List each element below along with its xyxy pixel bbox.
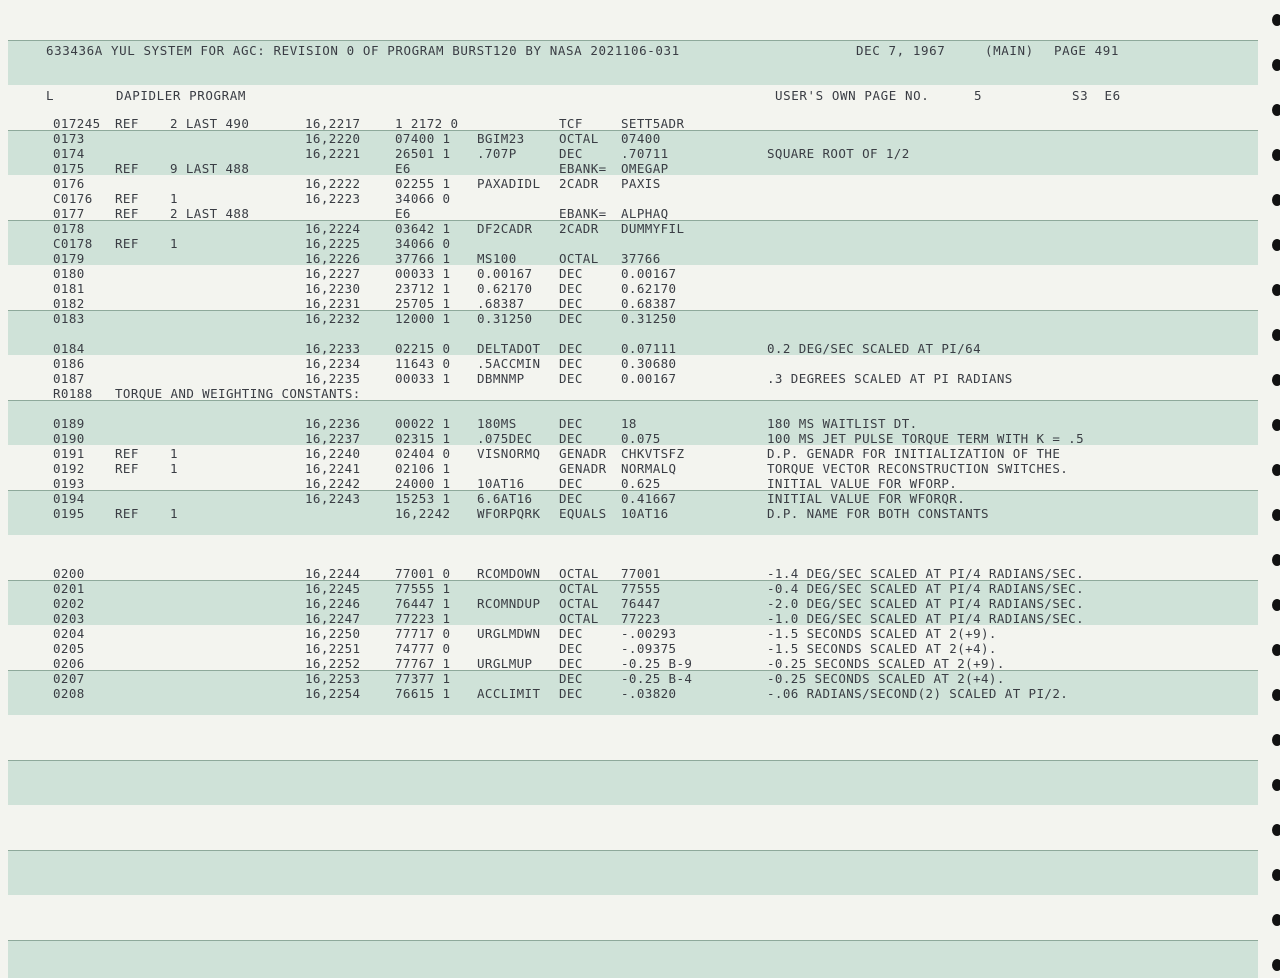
line-seq: 0174 — [53, 146, 85, 161]
listing-code: S3 E6 — [1072, 88, 1121, 103]
line-label: 180MS — [477, 416, 517, 431]
line-operand: 0.31250 — [621, 311, 677, 326]
line-seq: 0205 — [53, 641, 85, 656]
line-operand: -0.25 B-9 — [621, 656, 693, 671]
listing-line — [0, 476, 1260, 491]
line-operand: -.09375 — [621, 641, 677, 656]
line-label: 0.62170 — [477, 281, 533, 296]
listing-line — [0, 191, 1260, 206]
line-octal-word: 77767 1 — [395, 656, 451, 671]
tractor-hole — [1272, 59, 1280, 71]
line-location: 16,2224 — [305, 221, 361, 236]
line-label: RCOMNDUP — [477, 596, 541, 611]
line-operand: 0.62170 — [621, 281, 677, 296]
tractor-hole — [1272, 149, 1280, 161]
paper-band — [8, 850, 1258, 895]
line-comment: INITIAL VALUE FOR WFORQR. — [767, 491, 966, 506]
line-opcode: DEC — [559, 671, 583, 686]
line-location: 16,2242 — [305, 476, 361, 491]
line-octal-word: 02106 1 — [395, 461, 451, 476]
line-location: 16,2247 — [305, 611, 361, 626]
line-opcode: DEC — [559, 476, 583, 491]
line-operand: 0.00167 — [621, 371, 677, 386]
listing-line — [0, 266, 1260, 281]
line-opcode: DEC — [559, 491, 583, 506]
listing-date: DEC 7, 1967 — [856, 43, 946, 58]
line-location: 16,2233 — [305, 341, 361, 356]
listing-line — [0, 596, 1260, 611]
line-seq: 0184 — [53, 341, 85, 356]
line-octal-word: 37766 1 — [395, 251, 451, 266]
line-seq: 0200 — [53, 566, 85, 581]
listing-line — [0, 686, 1260, 701]
paper-band — [8, 760, 1258, 805]
listing-line — [0, 176, 1260, 191]
line-label: .68387 — [477, 296, 525, 311]
tractor-hole — [1272, 329, 1280, 341]
line-label: WFORPQRK — [477, 506, 541, 521]
line-comment: D.P. NAME FOR BOTH CONSTANTS — [767, 506, 989, 521]
line-label: .5ACCMIN — [477, 356, 541, 371]
line-location: 16,2231 — [305, 296, 361, 311]
line-label: URGLMUP — [477, 656, 533, 671]
line-seq: 0191 — [53, 446, 85, 461]
line-comment: -0.25 SECONDS SCALED AT 2(+4). — [767, 671, 1005, 686]
listing-line — [0, 251, 1260, 266]
line-octal-word: 77377 1 — [395, 671, 451, 686]
line-octal-word: E6 — [395, 161, 411, 176]
line-operand: 0.30680 — [621, 356, 677, 371]
line-octal-word: 07400 1 — [395, 131, 451, 146]
line-label: VISNORMQ — [477, 446, 541, 461]
line-location: 16,2226 — [305, 251, 361, 266]
line-location: 16,2230 — [305, 281, 361, 296]
listing-line — [0, 491, 1260, 506]
line-octal-word: 77001 0 — [395, 566, 451, 581]
line-octal-word: 16,2242 — [395, 506, 451, 521]
line-operand: 77223 — [621, 611, 661, 626]
line-ref-note: 1 — [170, 236, 178, 251]
listing-line — [0, 221, 1260, 236]
line-ref: REF — [115, 506, 139, 521]
line-location: 16,2225 — [305, 236, 361, 251]
line-location: 16,2220 — [305, 131, 361, 146]
line-location: 16,2250 — [305, 626, 361, 641]
line-operand: 0.00167 — [621, 266, 677, 281]
line-label: 0.31250 — [477, 311, 533, 326]
line-opcode: OCTAL — [559, 611, 599, 626]
line-octal-word: 77717 0 — [395, 626, 451, 641]
listing-line — [0, 581, 1260, 596]
line-operand: 0.075 — [621, 431, 661, 446]
line-octal-word: 24000 1 — [395, 476, 451, 491]
line-octal-word: 02255 1 — [395, 176, 451, 191]
listing-line — [0, 206, 1260, 221]
listing-line — [0, 656, 1260, 671]
paper-band — [8, 940, 1258, 978]
line-seq: 0189 — [53, 416, 85, 431]
line-ref: REF — [115, 116, 139, 131]
listing-line — [0, 671, 1260, 686]
line-operand: 10AT16 — [621, 506, 669, 521]
line-label: ACCLIMIT — [477, 686, 541, 701]
tractor-hole — [1272, 464, 1280, 476]
line-octal-word: 00022 1 — [395, 416, 451, 431]
line-seq: 0176 — [53, 176, 85, 191]
listing-mark: L — [46, 88, 55, 103]
line-octal-word: 34066 0 — [395, 191, 451, 206]
line-comment: D.P. GENADR FOR INITIALIZATION OF THE — [767, 446, 1061, 461]
line-opcode: OCTAL — [559, 596, 599, 611]
line-comment: -1.5 SECONDS SCALED AT 2(+4). — [767, 641, 997, 656]
line-opcode: EBANK= — [559, 161, 607, 176]
line-opcode: EQUALS — [559, 506, 607, 521]
line-comment: -.06 RADIANS/SECOND(2) SCALED AT PI/2. — [767, 686, 1069, 701]
line-opcode: EBANK= — [559, 206, 607, 221]
line-ref: REF — [115, 461, 139, 476]
line-operand: OMEGAP — [621, 161, 669, 176]
line-octal-word: 74777 0 — [395, 641, 451, 656]
line-ref: REF — [115, 236, 139, 251]
line-seq: 0192 — [53, 461, 85, 476]
line-octal-word: 77223 1 — [395, 611, 451, 626]
line-location: 16,2252 — [305, 656, 361, 671]
line-opcode: OCTAL — [559, 251, 599, 266]
line-comment: TORQUE VECTOR RECONSTRUCTION SWITCHES. — [767, 461, 1069, 476]
line-opcode: DEC — [559, 371, 583, 386]
line-octal-word: 23712 1 — [395, 281, 451, 296]
tractor-hole — [1272, 824, 1280, 836]
line-operand: DUMMYFIL — [621, 221, 685, 236]
line-label: RCOMDOWN — [477, 566, 541, 581]
line-seq: 0201 — [53, 581, 85, 596]
line-operand: 07400 — [621, 131, 661, 146]
line-location: 16,2243 — [305, 491, 361, 506]
line-ref-note: 1 — [170, 191, 178, 206]
line-comment: 180 MS WAITLIST DT. — [767, 416, 918, 431]
line-opcode: DEC — [559, 656, 583, 671]
line-seq: 0202 — [53, 596, 85, 611]
listing-section: (MAIN) — [985, 43, 1034, 58]
tractor-hole — [1272, 554, 1280, 566]
line-octal-word: 02404 0 — [395, 446, 451, 461]
line-seq: R0188 — [53, 386, 93, 401]
tractor-hole — [1272, 419, 1280, 431]
line-seq: 0177 — [53, 206, 85, 221]
line-opcode: TCF — [559, 116, 583, 131]
line-octal-word: 34066 0 — [395, 236, 451, 251]
line-label: PAXADIDL — [477, 176, 541, 191]
line-seq: 0208 — [53, 686, 85, 701]
line-opcode: DEC — [559, 686, 583, 701]
line-location: 16,2234 — [305, 356, 361, 371]
line-opcode: OCTAL — [559, 581, 599, 596]
line-label: .707P — [477, 146, 517, 161]
listing-line — [0, 461, 1260, 476]
line-location: 16,2240 — [305, 446, 361, 461]
line-location: 16,2217 — [305, 116, 361, 131]
line-opcode: DEC — [559, 641, 583, 656]
line-seq: 0207 — [53, 671, 85, 686]
line-location: 16,2227 — [305, 266, 361, 281]
listing-line — [0, 281, 1260, 296]
tractor-hole — [1272, 959, 1280, 971]
line-octal-word: 02315 1 — [395, 431, 451, 446]
line-label: .075DEC — [477, 431, 533, 446]
line-operand: CHKVTSFZ — [621, 446, 685, 461]
tractor-hole — [1272, 14, 1280, 26]
line-seq: 0182 — [53, 296, 85, 311]
line-label: URGLMDWN — [477, 626, 541, 641]
line-operand: 0.68387 — [621, 296, 677, 311]
line-label: MS100 — [477, 251, 517, 266]
line-location: 16,2232 — [305, 311, 361, 326]
line-comment: INITIAL VALUE FOR WFORP. — [767, 476, 958, 491]
line-seq: 0194 — [53, 491, 85, 506]
listing-line — [0, 416, 1260, 431]
line-seq: 017245 — [53, 116, 101, 131]
listing-line — [0, 131, 1260, 146]
line-seq: 0193 — [53, 476, 85, 491]
tractor-hole — [1272, 779, 1280, 791]
line-comment: .3 DEGREES SCALED AT PI RADIANS — [767, 371, 1013, 386]
tractor-hole — [1272, 644, 1280, 656]
line-opcode: GENADR — [559, 461, 607, 476]
tractor-hole — [1272, 869, 1280, 881]
line-operand: 0.41667 — [621, 491, 677, 506]
line-ref-note: 1 — [170, 446, 178, 461]
line-location: 16,2237 — [305, 431, 361, 446]
line-location: 16,2221 — [305, 146, 361, 161]
line-comment: 100 MS JET PULSE TORQUE TERM WITH K = .5 — [767, 431, 1085, 446]
line-octal-word: 1 2172 0 — [395, 116, 459, 131]
line-operand: SETT5ADR — [621, 116, 685, 131]
line-opcode: DEC — [559, 146, 583, 161]
line-ref: REF — [115, 446, 139, 461]
tractor-hole — [1272, 239, 1280, 251]
line-seq: 0187 — [53, 371, 85, 386]
line-location: 16,2235 — [305, 371, 361, 386]
tractor-hole — [1272, 104, 1280, 116]
line-ref-note: 2 LAST 490 — [170, 116, 250, 131]
line-seq: 0206 — [53, 656, 85, 671]
line-location: 16,2253 — [305, 671, 361, 686]
line-seq: 0183 — [53, 311, 85, 326]
listing-line — [0, 116, 1260, 131]
line-location: 16,2222 — [305, 176, 361, 191]
line-octal-word: 11643 0 — [395, 356, 451, 371]
line-location: 16,2246 — [305, 596, 361, 611]
line-opcode: DEC — [559, 341, 583, 356]
line-label: DF2CADR — [477, 221, 533, 236]
line-seq: 0173 — [53, 131, 85, 146]
line-comment: -1.0 DEG/SEC SCALED AT PI/4 RADIANS/SEC. — [767, 611, 1085, 626]
listing-line — [0, 506, 1260, 521]
line-opcode: DEC — [559, 431, 583, 446]
line-ref: TORQUE AND WEIGHTING CONSTANTS: — [115, 386, 361, 401]
line-comment: -0.25 SECONDS SCALED AT 2(+9). — [767, 656, 1005, 671]
line-operand: 76447 — [621, 596, 661, 611]
line-octal-word: 12000 1 — [395, 311, 451, 326]
line-opcode: DEC — [559, 281, 583, 296]
line-octal-word: 00033 1 — [395, 266, 451, 281]
line-operand: PAXIS — [621, 176, 661, 191]
line-seq: 0181 — [53, 281, 85, 296]
line-seq: 0203 — [53, 611, 85, 626]
tractor-hole — [1272, 599, 1280, 611]
line-operand: NORMALQ — [621, 461, 677, 476]
line-operand: 37766 — [621, 251, 661, 266]
listing-line — [0, 236, 1260, 251]
line-opcode: 2CADR — [559, 221, 599, 236]
line-label: BGIM23 — [477, 131, 525, 146]
line-operand: 0.625 — [621, 476, 661, 491]
line-operand: 77555 — [621, 581, 661, 596]
line-octal-word: E6 — [395, 206, 411, 221]
line-operand: 0.07111 — [621, 341, 677, 356]
line-operand: -0.25 B-4 — [621, 671, 693, 686]
line-operand: ALPHAQ — [621, 206, 669, 221]
line-comment: -2.0 DEG/SEC SCALED AT PI/4 RADIANS/SEC. — [767, 596, 1085, 611]
line-ref-note: 2 LAST 488 — [170, 206, 250, 221]
line-seq: 0190 — [53, 431, 85, 446]
listing-line — [0, 566, 1260, 581]
line-opcode: DEC — [559, 626, 583, 641]
line-octal-word: 00033 1 — [395, 371, 451, 386]
line-octal-word: 26501 1 — [395, 146, 451, 161]
tractor-hole — [1272, 734, 1280, 746]
line-location: 16,2254 — [305, 686, 361, 701]
line-seq: 0175 — [53, 161, 85, 176]
line-opcode: DEC — [559, 311, 583, 326]
line-seq: 0180 — [53, 266, 85, 281]
line-operand: -.03820 — [621, 686, 677, 701]
line-label: DBMNMP — [477, 371, 525, 386]
line-label: 10AT16 — [477, 476, 525, 491]
line-location: 16,2251 — [305, 641, 361, 656]
line-seq: 0179 — [53, 251, 85, 266]
tractor-hole — [1272, 689, 1280, 701]
line-opcode: OCTAL — [559, 131, 599, 146]
line-octal-word: 77555 1 — [395, 581, 451, 596]
tractor-hole — [1272, 194, 1280, 206]
line-operand: .70711 — [621, 146, 669, 161]
listing-line — [0, 371, 1260, 386]
line-octal-word: 02215 0 — [395, 341, 451, 356]
listing-line — [0, 611, 1260, 626]
line-octal-word: 76447 1 — [395, 596, 451, 611]
tractor-hole — [1272, 284, 1280, 296]
program-name: DAPIDLER PROGRAM — [116, 88, 247, 103]
line-ref-note: 9 LAST 488 — [170, 161, 250, 176]
line-seq: C0178 — [53, 236, 93, 251]
line-location: 16,2223 — [305, 191, 361, 206]
line-label: 0.00167 — [477, 266, 533, 281]
line-octal-word: 03642 1 — [395, 221, 451, 236]
line-operand: 77001 — [621, 566, 661, 581]
line-comment: SQUARE ROOT OF 1/2 — [767, 146, 910, 161]
tractor-hole — [1272, 509, 1280, 521]
listing-line — [0, 446, 1260, 461]
line-seq: 0178 — [53, 221, 85, 236]
listing-line — [0, 146, 1260, 161]
listing-line — [0, 431, 1260, 446]
line-operand: 18 — [621, 416, 637, 431]
user-page-label: USER'S OWN PAGE NO. — [775, 88, 930, 103]
line-label: DELTADOT — [477, 341, 541, 356]
line-operand: -.00293 — [621, 626, 677, 641]
line-comment: -1.4 DEG/SEC SCALED AT PI/4 RADIANS/SEC. — [767, 566, 1085, 581]
listing-title: 633436A YUL SYSTEM FOR AGC: REVISION 0 OF PROGRAM BURST120 BY NASA 2021106-031 — [46, 43, 680, 58]
line-location: 16,2244 — [305, 566, 361, 581]
line-ref: REF — [115, 206, 139, 221]
line-ref: REF — [115, 191, 139, 206]
line-label: 6.6AT16 — [477, 491, 533, 506]
user-page-number: 5 — [974, 88, 983, 103]
line-location: 16,2245 — [305, 581, 361, 596]
line-location: 16,2236 — [305, 416, 361, 431]
line-opcode: DEC — [559, 356, 583, 371]
line-ref: REF — [115, 161, 139, 176]
listing-line — [0, 296, 1260, 311]
line-seq: 0186 — [53, 356, 85, 371]
line-location: 16,2241 — [305, 461, 361, 476]
listing-line — [0, 386, 1260, 401]
listing-line — [0, 311, 1260, 326]
line-ref-note: 1 — [170, 461, 178, 476]
line-octal-word: 15253 1 — [395, 491, 451, 506]
listing-page: PAGE 491 — [1054, 43, 1120, 58]
line-comment: -0.4 DEG/SEC SCALED AT PI/4 RADIANS/SEC. — [767, 581, 1085, 596]
line-comment: -1.5 SECONDS SCALED AT 2(+9). — [767, 626, 997, 641]
line-opcode: DEC — [559, 266, 583, 281]
line-seq: 0195 — [53, 506, 85, 521]
listing-line — [0, 161, 1260, 176]
line-opcode: 2CADR — [559, 176, 599, 191]
line-opcode: GENADR — [559, 446, 607, 461]
listing-line — [0, 356, 1260, 371]
line-comment: 0.2 DEG/SEC SCALED AT PI/64 — [767, 341, 981, 356]
line-opcode: OCTAL — [559, 566, 599, 581]
listing-line — [0, 626, 1260, 641]
tractor-hole — [1272, 914, 1280, 926]
line-octal-word: 25705 1 — [395, 296, 451, 311]
line-opcode: DEC — [559, 296, 583, 311]
line-ref-note: 1 — [170, 506, 178, 521]
line-seq: C0176 — [53, 191, 93, 206]
listing-line — [0, 641, 1260, 656]
tractor-hole — [1272, 374, 1280, 386]
line-opcode: DEC — [559, 416, 583, 431]
listing-line — [0, 341, 1260, 356]
line-octal-word: 76615 1 — [395, 686, 451, 701]
line-seq: 0204 — [53, 626, 85, 641]
